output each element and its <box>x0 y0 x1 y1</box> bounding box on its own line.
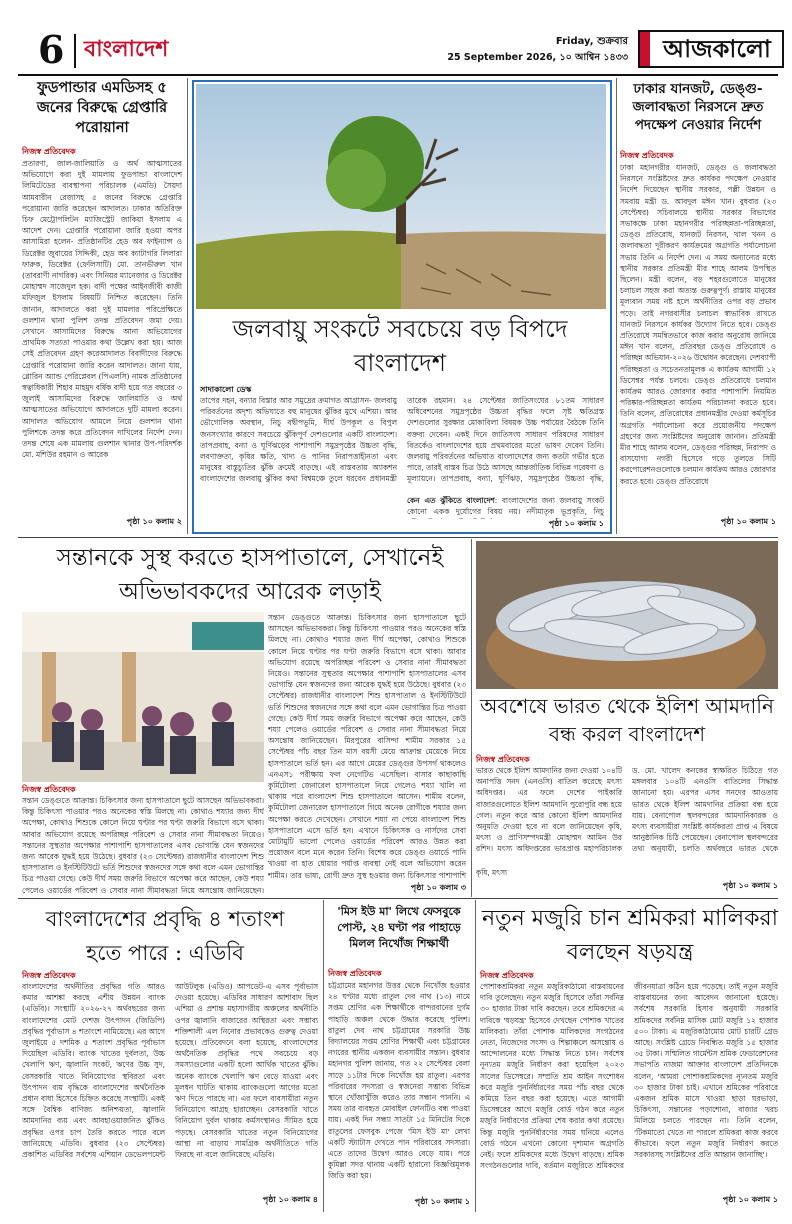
feature-headline: জলবায়ু সংকটে সবচেয়ে বড় বিপদে বাংলাদেশ <box>232 315 568 377</box>
story2-byline: নিজস্ব প্রতিবেদক <box>620 151 674 160</box>
section-rule-2 <box>18 898 778 899</box>
hospital-waiting-illustration <box>22 612 264 782</box>
story3-headline: সন্তানকে সুস্থ করতে হাসপাতালে, সেখানেই অভিভাবকদের আরেক লড়াই <box>56 545 444 605</box>
story4-headline: অবশেষে ভারত থেকে ইলিশ আমদানি বন্ধ করল বাংলাদেশ <box>480 694 774 746</box>
story5-byline: নিজস্ব প্রতিবেদক <box>22 971 76 980</box>
story4-tail: কৃষি, মৎস্য <box>476 868 508 877</box>
page-number: 6 <box>38 27 65 72</box>
page-number-divider <box>74 34 76 68</box>
story6-body: চট্টগ্রামের মহানগর উত্তর থেকে নিখোঁজ হওয়ার ২৪ ঘণ্টার মধ্যে রাতুল দেব নাথ (১৩) নামে সপ্তম শ্রেণির এক শিক্ষার্থীকে বান্দরবানের দুর্গম পাহাড়ি অঞ্চল থেকে উদ্ধার করেছে পুলিশ। রাতুল দেব নাথ চট্টগ্রামের সরকারি উচ্চ বিদ্যালয়ের সপ্তম শ্রেণির শিক্ষার্থী এবং চট্টগ্রামের নগরের স্থানীয় একজন ব্যবসায়ীর সন্তান। বুধবার মহানগর পুলিশ জানায়, গত ২২ সেপ্টেম্বর বেলা সাড়ে ১১টার দিকে নিখোঁজ হয় রাতুল। এরপর পরিবারের সদস্যরা ও স্বজনেরা সম্ভাব্য বিভিন্ন স্থানে খোঁজাখুঁজি করেও তার সন্ধান পাননি। এ সময় তার ব্যবহৃত মোবাইল ফোনটিও বন্ধ পাওয়া যায়। একই দিন সন্ধ্যা সাতটা ১৫ মিনিটের দিকে রাতুলের ফেসবুক পেজে 'মিস ইউ মা' লেখা একটি স্ট্যাটাস দেখতে পান পরিবারের সদস্যরা। এতে তাদের উদ্বেগ আরও বেড়ে যায়। পরে কুমিল্লা সদর থানায় একটি হারানো বিজ্ঞপ্তিমূলক জিডি করা হয়। <box>328 981 470 1181</box>
masthead <box>18 28 778 72</box>
section-name: বাংলাদেশ <box>84 37 169 62</box>
story2-body: ঢাকা মহানগরীর যানজট, ডেঙ্গু ও জলাবদ্ধতা নিরসনে সংশ্লিষ্টদের দ্রুত কার্যকর পদক্ষেপ নেওয়ার নির্দেশ দিয়েছেন স্থানীয় সরকার, পল্লী উন্নয়ন ও সমবায় মন্ত্রী ড. আবদুল মঈন খান। বুধবার (২৩ সেপ্টেম্বর) সচিবালয়ে স্থানীয় সরকার বিভাগের সভাকক্ষে ঢাকা মহানগরীর পরিচ্ছন্নতা-পরিচ্ছন্নতা, ডেঙ্গু প্রতিরোধ, যানজট নিরসন, খাল খনন ও জলাবদ্ধতা দূরীকরণ কার্যক্রমের অগ্রগতি পর্যালোচনা সভায় তিনি এ নির্দেশ দেন। এ সময় অন্যান্যের মধ্যে স্থানীয় সরকার প্রতিমন্ত্রী মীর শাহে আলম উপস্থিত ছিলেন। মন্ত্রী বলেন, বড় শহরগুলোতে মানুষের চলাচল সহজ করা অত্যন্ত গুরুত্বপূর্ণ। রাস্তায় মানুষের মূল্যবান সময় নষ্ট হলে অর্থনীতির ওপর বড় প্রভাব পড়ে। তাই নগরবাসীর চলাচল স্বাভাবিক রাখতে যানজট নিরসনে কার্যকর উদ্যোগ নিতে হবে। ডেঙ্গু প্রতিরোধে সমন্বিতভাবে কাজ করার অনুরোধ জানিয়ে মঈন খান বলেন, প্রতিবছর ডেঙ্গু প্রতিরোধে ও পরিচ্ছন্ন অভিযান-২০২৬ উদ্বোধন করেছেন। দেশব্যাপী পরিচ্ছন্নতা ও সচেতনতামূলক এ কার্যক্রম আগামী ১২ ডিসেম্বর পর্যন্ত চলবে। ডেঙ্গু প্রতিরোধে চলমান কার্যক্রম আরও জোরদার করার পাশাপাশি নিয়মিত পরিষ্কার-পরিচ্ছন্নতা কার্যক্রম পরিচালনা করতে হবে। তিনি বলেন, প্রতিরোধের প্রধানমন্ত্রীর দেওয়া কর্মসূচির অগ্রগতি পর্যালোচনা করে প্রয়োজনীয় পদক্ষেপ গ্রহণের জন্য সংশ্লিষ্টদের অনুরোধ জানান। প্রতিমন্ত্রী মীর শাহে আলম বলেন, ডেঙ্গুর পরিচ্ছন্ন, নিরাপদ ও বাসযোগ্য নগরী হিসেবে গড়ে তুলতে সিটি করপোরেশনগুলোকে চলমান কার্যক্রম আরও জোরদার করতে হবে। ডেঙ্গু প্রতিরোধে <box>620 163 776 486</box>
story2-continued: পৃষ্ঠা ১০ কলাম ১ <box>720 517 776 526</box>
story7-text <box>480 970 778 1210</box>
story6-byline: নিজস্ব প্রতিবেদক <box>328 969 382 978</box>
masthead-day: Friday, শুক্রবার <box>555 36 628 47</box>
story6-headline: 'মিস ইউ মা' লিখে ফেসবুকে পোস্ট, ২৪ ঘণ্টা পর পাহাড়ে মিলল নিখোঁজ শিক্ষার্থী <box>337 905 461 950</box>
story7-byline: নিজস্ব প্রতিবেদক <box>480 971 534 980</box>
feature-byline: সাদাকালো ডেস্ক <box>200 385 252 394</box>
story1-continued: পৃষ্ঠা ১০ কলাম ২ <box>126 517 182 526</box>
story2-headline: ঢাকার যানজট, ডেঙ্গু-জলাবদ্ধতা নিরসনে দ্রুত পদক্ষেপ নেওয়ার নির্দেশ <box>632 81 764 133</box>
story3-continued: পৃষ্ঠা ১০ কলাম ৩ <box>410 883 466 892</box>
climate-tree-illustration <box>196 84 606 309</box>
col-divider-2 <box>616 78 617 534</box>
story3-body-continued-text: সন্তান ডেঙ্গুতে আক্রান্ত। চিকিৎসার জন্য হাসপাতালে ছুটে আসছেন অভিভাবকরা। কিন্তু চিকিৎসা পাওয়ার পরও অনেকের স্বস্তি মিলছে না। কোথাও শয্যার জন্য দীর্ঘ অপেক্ষা, কোথাও শিশুকে কোলে নিয়ে ঘণ্টার পর ঘণ্টা জরুরি বিভাগে বসে থাকা। আবার অভিযোগ রয়েছে অপরিচ্ছন্ন পরিবেশ ও সেবার নানা সীমাবদ্ধতা নিয়েও। সন্তানের সুস্থতার অপেক্ষার পাশাপাশি হাসপাতালের এসব ভোগান্তি যেন স্বজনদের জন্য আরেক যুদ্ধই হয়ে উঠেছে। বুধবার (২৩ সেপ্টেম্বর) রাজধানীর বাংলাদেশ শিশু হাসপাতাল ও ইনস্টিটিউটে ভর্তি শিশুদের স্বজনদের সঙ্গে কথা বলে এমন ভোগান্তির চিত্র পাওয়া গেছে। কেউ দীর্ঘ সময় জরুরি বিভাগে অপেক্ষা করে আছেন, কেউ শয্যা পেলেও ওয়ার্ডের পরিবেশ ও সেবার নানা সীমাবদ্ধতা নিয়ে অসন্তোষ জানিয়েছেন। মিরপুরের বাসিন্দা শামীম সরকার ১৫ সেপ্টেম্বর পাঁচ বছর তিন মাস বয়সী মেয়ে আক্রান্ত মেয়েকে নিয়ে হাসপাতালে ভর্তি হন। এর আগে মেয়ের ডেঙ্গুর উপসর্গ থাকলেও এনএস১ পরীক্ষায় ফল নেগেটিভ এসেছিল। বাসার কাছাকাছি কুর্মিটোলা জেনারেল হাসপাতালে নিয়ে গেলেও শয্যা খালি না থাকায় পরে বাংলাদেশ শিশু হাসপাতালে আসেন। শামীম বলেন, কুর্মিটোলা জেনারেল হাসপাতালে গিয়ে অনেক রোগীকে শয্যার জন্য অপেক্ষা করতে দেখেছেন। সেখানে শয্যা না পেয়ে বাংলাদেশ শিশু হাসপাতালে এসে ভর্তি হন। এখানে চিকিৎসক ও নার্সদের সেবা মোটামুটি ভালো পেলেও ওয়ার্ডের পরিবেশ আরও উন্নত করা প্রয়োজন বলে মনে করেন তিনি। বিশেষ করে ডেঙ্গু ওয়ার্ডে পানি খাওয়া বা হাত ধোয়ার পর্যাপ্ত ব্যবস্থা নেই বলে অভিযোগ করেন শামীম। তার ভাষ্য, রোগী দ্রুত সুস্থ হওয়ার জন্য চিকিৎসার পাশাপাশি <box>268 613 466 880</box>
story1-byline: নিজস্ব প্রতিবেদক <box>22 147 76 156</box>
story1-body: প্রতারণা, জাল-জালিয়াতি ও অর্থ আত্মসাতের অভিযোগে করা দুই মামলায় ফুডপান্ডা বাংলাদেশ লিমিটেডের ব্যবস্থাপনা পরিচালক (এমডি) সৈয়দা আমবারীন রেজাসহ ৫ জনের বিরুদ্ধে গ্রেপ্তারি পরোয়ানা জারি করেছেন আদালত। ঢাকার অতিরিক্ত চিফ মেট্রোপলিটন ম্যাজিস্ট্রেট জাকিয়া ইসলাম এ আদেশ দেন। গ্রেপ্তারি পরোয়ানা জারি হওয়া অপর আসামিরা হলেন- প্রতিষ্ঠানটির হেড অব ফাইন্যান্স ও ডিরেক্টর জুবায়ের সিদ্দিকী, হেড অব ক্যাটাগরি লিলারা ফারুক, ডিরেক্টর (ফেলিসাটি) মো. তানভীরুল খান (তাবরাণী নাগরিক) এবং সিনিয়র ম্যানেজার ও ডিরেক্টর মোহাম্মদ সাজেদুল হক। বাদী পক্ষের আইনজীবী কাজী মফিজুল ইসলাম বিষয়টি নিশ্চিত করেছেন। তিনি জানান, আদালতে করা দুই মামলার পরিপ্রেক্ষিতে গুলশান থানা পুলিশ তদন্ত প্রতিবেদন জমা দেয়। সেখানে আসামিদের বিরুদ্ধে আনা অভিযোগের প্রাথমিক সত্যতা পাওয়ার কথা উল্লেখ করা হয়। আজ সেই প্রতিবেদন গ্রহণ করেআদালত বিবাদীদের বিরুদ্ধে গ্রেপ্তারি পরোয়ানা জারি করেন আদালত। জানা যায়, গ্লোরিন অ্যান্ড পেরিপ্লেবল (পিএলসি) নামক প্রতিষ্ঠানের স্বত্বাধিকারী শিহাব মাহমুদ বর্ষিক বাদী হয়ে গত বছরের ৩ জুলাই আসামিদের বিরুদ্ধে জালিয়াতি ও অর্থ আত্মসাতের অভিযোগে আদালতে দুটি মামলা করেন। আদালত অভিযোগ আমলে নিয়ে গুলশান থানা পুলিশকে তদন্ত করে প্রতিবেদন দাখিলের নির্দেশ দেন। তদন্ত শেষে এক মামলায় গুলশান থানার উপ-পরিদর্শক মো. মশিউর রহমান ও আরেক <box>22 159 182 460</box>
col-divider-5 <box>475 900 476 1212</box>
feature-body: তাপের দহন, বন্যার বিস্তার আর সমুদ্রের ক্রমাগত আগ্রাসন- জলবায়ু পরিবর্তনের অদৃশ্য অভিঘাতে বহু মানুষের ঝুঁকির মুখে এশিয়া। আর ভৌগোলিক অবস্থান, নিচু বদ্বীপভূমি, দীর্ঘ উপকূল ও বিপুল জনসংখ্যার কারণে সবচেয়ে ঝুঁকিপূর্ণ দেশগুলোর একটি বাংলাদেশ। তাপপ্রবাহ, বন্যা ও ঘূর্ণিঝড়ের পাশাপাশি সমুদ্রপৃষ্ঠের উচ্চতা বৃদ্ধি, লবণাক্ততা, কৃষির ক্ষতি, খাদ্য ও পানির নিরাপত্তাহীনতা এবং মানুষের বাস্তুচ্যুতির ঝুঁকি ক্রমেই বাড়ছে। এই বাস্তবতায় অ্যাকশন বাংলাদেশের জলবায়ু ঝুঁকির কথা বিশ্বমঞ্চে তুলে ধরবেন প্রধানমন্ত্রী তারেক রহমান। ২৪ সেপ্টেম্বর জাতিসংঘের ৮১তম সাধারণ অধিবেশনের সমুদ্রপৃষ্ঠের উচ্চতা বৃদ্ধির ফলে সৃষ্ট ক্ষতিগ্রস্ত দেশগুলোর সুরক্ষার মোকাবিলা বিষয়ক উচ্চ পর্যায়ের বৈঠকে তিনি বক্তব্য দেবেন। একই দিনে জাতিসংঘ সাধারণ পরিষদের সাধারণ বিতর্কেও বাংলাদেশের হয়ে প্রথমবারের মতো ভাষণ দেবেন তিনি। জলবায়ু পরিবর্তনের অভিঘাত বাংলাদেশের জন্য কতটা গভীর হতে পারে, তারই বাস্তব চিত্র উঠে আসছে আন্তর্জাতিক বিভিন্ন গবেষণা ও মূল্যায়নে। তাপপ্রবাহ, বন্যা, ঘূর্ণিঝড়, সমুদ্রপৃষ্ঠের উচ্চতা বৃদ্ধি, <box>200 396 604 484</box>
story7-body: পোশাকশ্রমিকরা নতুন মজুরিকাঠামো বাস্তবায়নের দাবি তুলেছেন। নতুন মজুরি হিসেবে তাঁরা সর্বনিম্ন ৩০ হাজার টাকা দাবি করছেন। তবে শ্রমিকদের এ দাবিকে 'ষড়যন্ত্র' হিসেবে দেখছেন পোশাক খাতের মালিকরা। তাঁরা পোশাক মালিকদের সংগঠনের নেতা, নিজেদের সংসদ ও শিল্পাঞ্চলে অসন্তোষ ও আন্দোলনের মধ্যে সিদ্ধান্ত নিতে চান। সর্বশেষ নূন্যতম মজুরি নির্ধারণ করা হয়েছিল ২০২৩ সালের ডিসেম্বরে। সম্প্রতি শ্রম আইন সংশোধন করে মজুরি পুনর্নির্ধারণের সময় পাঁচ বছর থেকে কমিয়ে তিন বছর করা হয়েছে। এতে আগামী ডিসেম্বরের আগে মজুরি বোর্ড গঠন করে নতুন মজুরি নির্ধারণের প্রক্রিয়া শেষ করার কথা রয়েছে। কিন্তু মজুরি পুনর্নির্ধারণের সময় ঘনিয়ে এলেও বোর্ড গঠনে এখনো কোনো দৃশ্যমান অগ্রগতি নেই। ফলে শ্রমিকদের মধ্যে উদ্বেগ বাড়ছে। শ্রমিক সংগঠনগুলোর দাবি, বর্তমান মজুরিতে শ্রমিকদের জীবনযাত্রা কঠিন হয়ে পড়েছে। তাই নতুন মজুরি বাস্তবায়নের জন্য আবেদন জানানো হয়েছে। সর্বশেষ সরকারি হিসাব অনুযায়ী সরকারি শ্রমিকদের সর্বনিম্ন মাসিক মোট মজুরি ১২ হাজার ৫০০ টাকা। এ মজুরিকাঠামোয় মোট চারটি গ্রেড আছে। সংশ্লিষ্ট গ্রেডে নিবন্ধিত মজুরি ১৫ হাজার ৩৫ টাকা। সম্মিলিত গার্মেন্টস শ্রমিক ফেডারেশনের সভাপতি নাজমা আক্তার বাংলাদেশ প্রতিদিনকে বলেন, 'আমরা পোশাকশ্রমিকদের ন্যূনতম মজুরি ৩০ হাজার টাকা চাই। এখানে শ্রমিকের পরিবারে একজন শ্রমিক মাসে খাওয়া ছাড়া ঘরভাড়া, চিকিৎসা, সন্তানের পড়াশোনা, বাজার খরচ মিলিয়ে চলতে পারছেন না। তিনি বলেন, 'টিকমাতো খেতে না পারলে শ্রমিকরা কাজ করবে কীভাবে। ফলে নতুন মজুরি নির্ধারণ করতে সরকারসহ সংশ্লিষ্টদের প্রতি আহ্বান জানাচ্ছি'। <box>480 982 778 1171</box>
story3-body: সন্তান ডেঙ্গুতে আক্রান্ত। চিকিৎসার জন্য হাসপাতালে ছুটে আসছেন অভিভাবকরা। কিন্তু চিকিৎসা পাওয়ার পরও অনেকের স্বস্তি মিলছে না। কোথাও শয্যার জন্য দীর্ঘ অপেক্ষা, কোথাও শিশুকে কোলে নিয়ে ঘণ্টার পর ঘণ্টা জরুরি বিভাগে বসে থাকা। আবার অভিযোগ রয়েছে অপরিচ্ছন্ন পরিবেশ ও সেবার নানা সীমাবদ্ধতা নিয়েও। সন্তানের সুস্থতার অপেক্ষার পাশাপাশি হাসপাতালের এসব ভোগান্তি যেন স্বজনদের জন্য আরেক যুদ্ধই হয়ে উঠেছে। বুধবার (২৩ সেপ্টেম্বর) রাজধানীর বাংলাদেশ শিশু হাসপাতাল ও ইনস্টিটিউটে ভর্তি শিশুদের স্বজনদের সঙ্গে কথা বলে এমন ভোগান্তির চিত্র পাওয়া গেছে। কেউ দীর্ঘ সময় জরুরি বিভাগে অপেক্ষা করে আছেন, কেউ শয্যা পেলেও ওয়ার্ডের পরিবেশ ও সেবার নানা সীমাবদ্ধতা নিয়ে অসন্তোষ জানিয়েছেন। <box>22 796 264 895</box>
feature-sub-wrap <box>407 495 604 519</box>
paper-logo-name: আজকালো <box>663 35 771 63</box>
story5-continued: পৃষ্ঠা ১০ কলাম ৪ <box>262 1195 318 1204</box>
feature-continued: পৃষ্ঠা ১০ কলাম ১ <box>548 519 604 528</box>
story3-body-col2 <box>268 612 466 882</box>
col-divider-3 <box>471 539 472 897</box>
paper-logo-block <box>640 32 650 66</box>
story6-continued: পৃষ্ঠা ১০ কলাম ১ <box>414 1197 470 1206</box>
story5-body: বাংলাদেশের অর্থনীতির প্রবৃদ্ধির গতি আরও কমার আশঙ্কা করছে এশীয় উন্নয়ন ব্যাংক (এডিবি)। সংস্থাটি ২০২৬-২৭ অর্থবছরের জন্য বাংলাদেশের মোট দেশজ উৎপাদন (জিডিপি) প্রবৃদ্ধির পূর্বাভাস ৪ শতাংশে নামিয়েছে। এর আগে জুলাইয়ে ৫ দশমিক ৫ শতাংশ প্রবৃদ্ধির পূর্বাভাস দিয়েছিল এডিবি। ব্যাংক খাতের দুর্বলতা, উচ্চ খেলাপি ঋণ, জ্বালানি সংকট, ঋণের উচ্চ সুদ, বেসরকারি খাতে বিনিয়োগের স্থবিরতা এবং উৎপাদন ব্যয় বৃদ্ধিকে বাংলাদেশের অর্থনৈতিক প্রধান বাধা হিসেবে চিহ্নিত করেছে সংস্থাটি। একই সঙ্গে বৈশ্বিক বাণিজ্য অনিশ্চয়তা, জ্বালানি আমদানির ব্যয় এবং আবহাওয়াজনিত ঝুঁকিও প্রবৃদ্ধির ওপর চাপ তৈরি করতে পারে বলে জানিয়েছে এডিবি। বুধবার (২৩ সেপ্টেম্বর) প্রকাশিত এডিবির সর্বশেষ এশিয়ান ডেভেলপমেন্ট আউটলুক (এডিও) আপডেট-এ এসব পূর্বাভাস দেওয়া হয়েছে। এডিবির সাধারণ আশাবাদ ছিল এশিয়া ও প্রশান্ত মহাসাগরীয় অঞ্চলের অর্থনীতি ওপর জ্বালানি বাজারের অস্থিরতা এবং সম্ভাব্য শক্তিশালী এল নিনোর প্রভাবকেও গুরুত্ব দেওয়া হয়েছে। প্রতিবেদনে বলা হয়েছে, বাংলাদেশের অর্থনৈতিক প্রবৃদ্ধির পথে সবচেয়ে বড় সমস্যাগুলোর একটি হলো আর্থিক খাতের ঝুঁকি। অনেক ব্যাংকে খেলাপি ঋণ বেড়ে যাওয়া এবং মূলধন ঘাটতি থাকায় ব্যাংকগুলো আগের মতো ঋণ দিতে পারছে না। এর ফলে ব্যবসায়ীরা নতুন বিনিয়োগে আগ্রহ হারাচ্ছেন। বেসরকারি খাতে বিনিয়োগ দুর্বল থাকায় কর্মসংস্থানও সীমিত হয়ে পড়ছে। বেসরকারি খাতের নতুন বিনিয়োগের আস্থা না বাড়ায় সামগ্রিক অর্থনীতিতে গতি ফিরছে না বলে জানিয়েছে এডিবি। <box>22 982 318 1160</box>
story4-byline: নিজস্ব প্রতিবেদক <box>476 755 530 764</box>
paper-logo <box>638 30 784 68</box>
story4-body: ভারত থেকে ইলিশ আমদানির জন্য দেওয়া ১০৪টি অনাপত্তি সনদ (এনওসি) বাতিল করেছে মৎস্য অধিদপ্তর। এর ফলে দেশের পাইকারি বাজারগুলোতে ইলিশ আমদানি পুরোপুরি বন্ধ হয়ে গেল। নতুন করে আর কোনো ইলিশ আমদানির অনুমতি দেওয়া হবে না বলে জানিয়েছেন কৃষি, মৎস্য ও প্রাণিসম্পদমন্ত্রী মোহাম্মদ আমিন উর রশিদ। মৎস্য অধিদপ্তরের ভারপ্রাপ্ত মহাপরিচালক ড. মো. খালেদ কনকের স্বাক্ষরিত চিঠিতে গত মঙ্গলবার ১০৪টি এনওসি বাতিলের সিদ্ধান্ত জানানো হয়। এরপর এসব সনদের আওতায় ভারত থেকে ইলিশ আমদানির প্রক্রিয়া বন্ধ হয়ে যায়। বেনাপোল স্থলবন্দরের আমদানিকারক ও মৎস্য ব্যবসায়ীরা সংশ্লিষ্ট কার্যকরতা প্রাপ্ত এ বিষয়ে আনুষ্ঠানিক চিঠি পেয়েছেন। বেনাপোল স্থলবন্দরের তথ্য অনুযায়ী, চলতি অর্থবছরে ভারত থেকে <box>476 766 778 854</box>
story1-headline: ফুডপান্ডার এমডিসহ ৫ জনের বিরুদ্ধে গ্রেপ্তারি পরোয়ানা <box>36 80 168 136</box>
feature-sub-body: : বাংলাদেশের জন্য জলবায়ু সংকট কোনো একক দুর্যোগের বিষয় নয়। নদীমাতৃক ভূপ্রকৃতি, নিচু <box>407 496 604 517</box>
story7-continued: পৃষ্ঠা ১০ কলাম ১ <box>722 1195 778 1204</box>
feature-body-wrap <box>200 384 604 528</box>
story3-byline: নিজস্ব প্রতিবেদক <box>22 785 76 794</box>
col-divider-1 <box>187 78 188 534</box>
section-rule-1 <box>18 537 778 538</box>
story3-photo-hospital <box>22 612 264 782</box>
story5-text <box>22 970 318 1210</box>
story7-headline: নতুন মজুরি চান শ্রমিকরা মালিকরা বলছেন ষড়যন্ত্র <box>482 906 778 965</box>
masthead-date: 25 September 2026, ১০ আশ্বিন ১৪৩৩ <box>447 52 628 63</box>
story4-photo-hilsa <box>476 541 778 689</box>
col-divider-4 <box>323 900 324 1212</box>
story5-headline: বাংলাদেশের প্রবৃদ্ধি ৪ শতাংশ হতে পারে : এডিবি <box>45 907 285 965</box>
feature-sub-heading: কেন এত ঝুঁকিতে বাংলাদেশ <box>407 496 495 505</box>
hilsa-basket-illustration <box>476 541 778 689</box>
masthead-rule <box>18 74 778 76</box>
story4-continued: পৃষ্ঠা ১০ কলাম ১ <box>722 881 778 890</box>
story4-text <box>476 754 778 896</box>
feature-photo-climate <box>196 84 606 309</box>
